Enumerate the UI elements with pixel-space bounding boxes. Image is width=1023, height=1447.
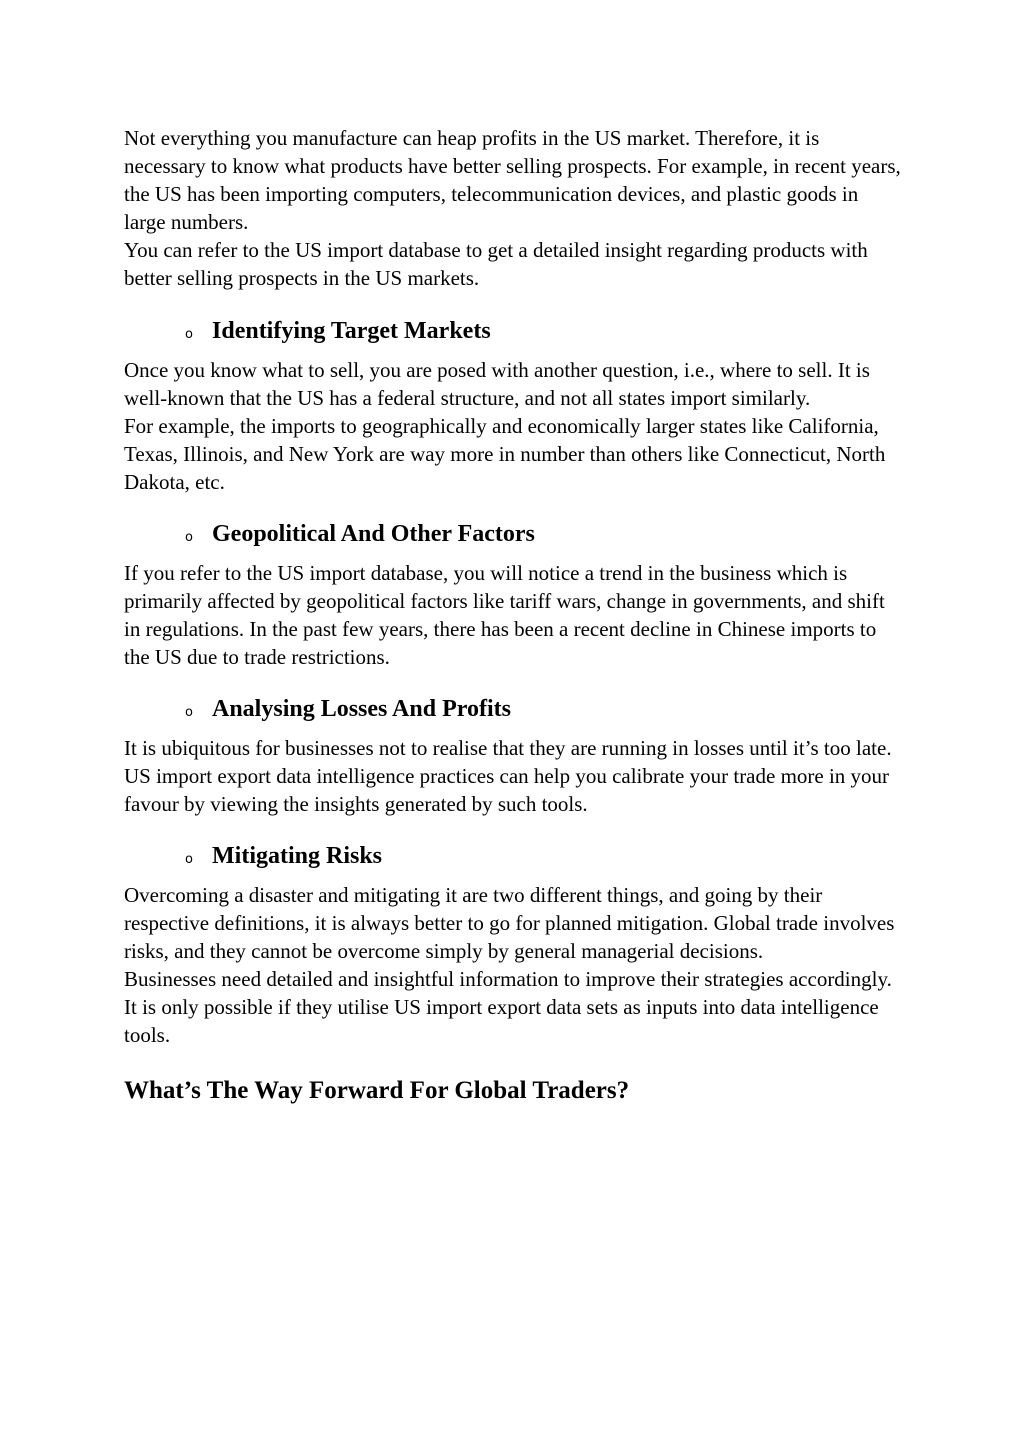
losses-profits-paragraph: It is ubiquitous for businesses not to realise that they are running in losses until it’s too late. US import export data intelligence practices can help you calibrate your trade more in your favour by viewing the insights generated by such tools. bbox=[124, 736, 892, 816]
bullet-circle-icon: o bbox=[185, 705, 193, 720]
section-heading-text: Mitigating Risks bbox=[212, 843, 383, 869]
geopolitical-paragraph: If you refer to the US import database, you will notice a trend in the business which is primarily affected by geopolitical factors like tariff wars, change in governments, and shift in regulations. In the past few years, there has been a recent decline in Chinese imports to the US due to trade restrictions. bbox=[124, 561, 885, 669]
section-heading-text: Identifying Target Markets bbox=[212, 318, 491, 344]
bullet-circle-icon: o bbox=[185, 852, 193, 867]
target-markets-paragraph: Once you know what to sell, you are posed with another question, i.e., where to sell. It is well-known that the US has a federal structure, and not all states import similarly. bbox=[124, 358, 870, 410]
mitigating-risks-paragraph: Overcoming a disaster and mitigating it are two different things, and going by their respective definitions, it is always better to go for planned mitigation. Global trade involves risks, and they cannot be overcome simply by general managerial decisions. bbox=[124, 883, 895, 963]
section-heading-geopolitical-factors bbox=[124, 518, 904, 554]
bullet-circle-icon: o bbox=[185, 530, 193, 545]
bullet-circle-icon: o bbox=[185, 327, 193, 342]
section-heading-mitigating-risks bbox=[124, 840, 904, 876]
intro-paragraph: Not everything you manufacture can heap profits in the US market. Therefore, it is necessary to know what products have better selling prospects. For example, in recent years, the US has been importing computers, telecommunication devices, and plastic goods in large numbers. bbox=[124, 126, 901, 234]
section-heading-losses-profits bbox=[124, 693, 904, 729]
section-heading-target-markets bbox=[124, 315, 904, 351]
section-heading-text: Analysing Losses And Profits bbox=[212, 696, 511, 722]
target-markets-example-paragraph: For example, the imports to geographically and economically larger states like California, Texas, Illinois, and New York are way more in number than others like Connecticut, North Dakota, etc. bbox=[124, 414, 886, 494]
section-heading-text: Geopolitical And Other Factors bbox=[212, 521, 535, 547]
businesses-need-paragraph: Businesses need detailed and insightful information to improve their strategies accordingly. It is only possible if they utilise US import export data sets as inputs into data intelligence tools. bbox=[124, 967, 892, 1047]
closing-heading: What’s The Way Forward For Global Traders? bbox=[124, 1077, 630, 1104]
document-page bbox=[124, 124, 904, 1107]
database-paragraph: You can refer to the US import database to get a detailed insight regarding products with better selling prospects in the US markets. bbox=[124, 238, 868, 290]
